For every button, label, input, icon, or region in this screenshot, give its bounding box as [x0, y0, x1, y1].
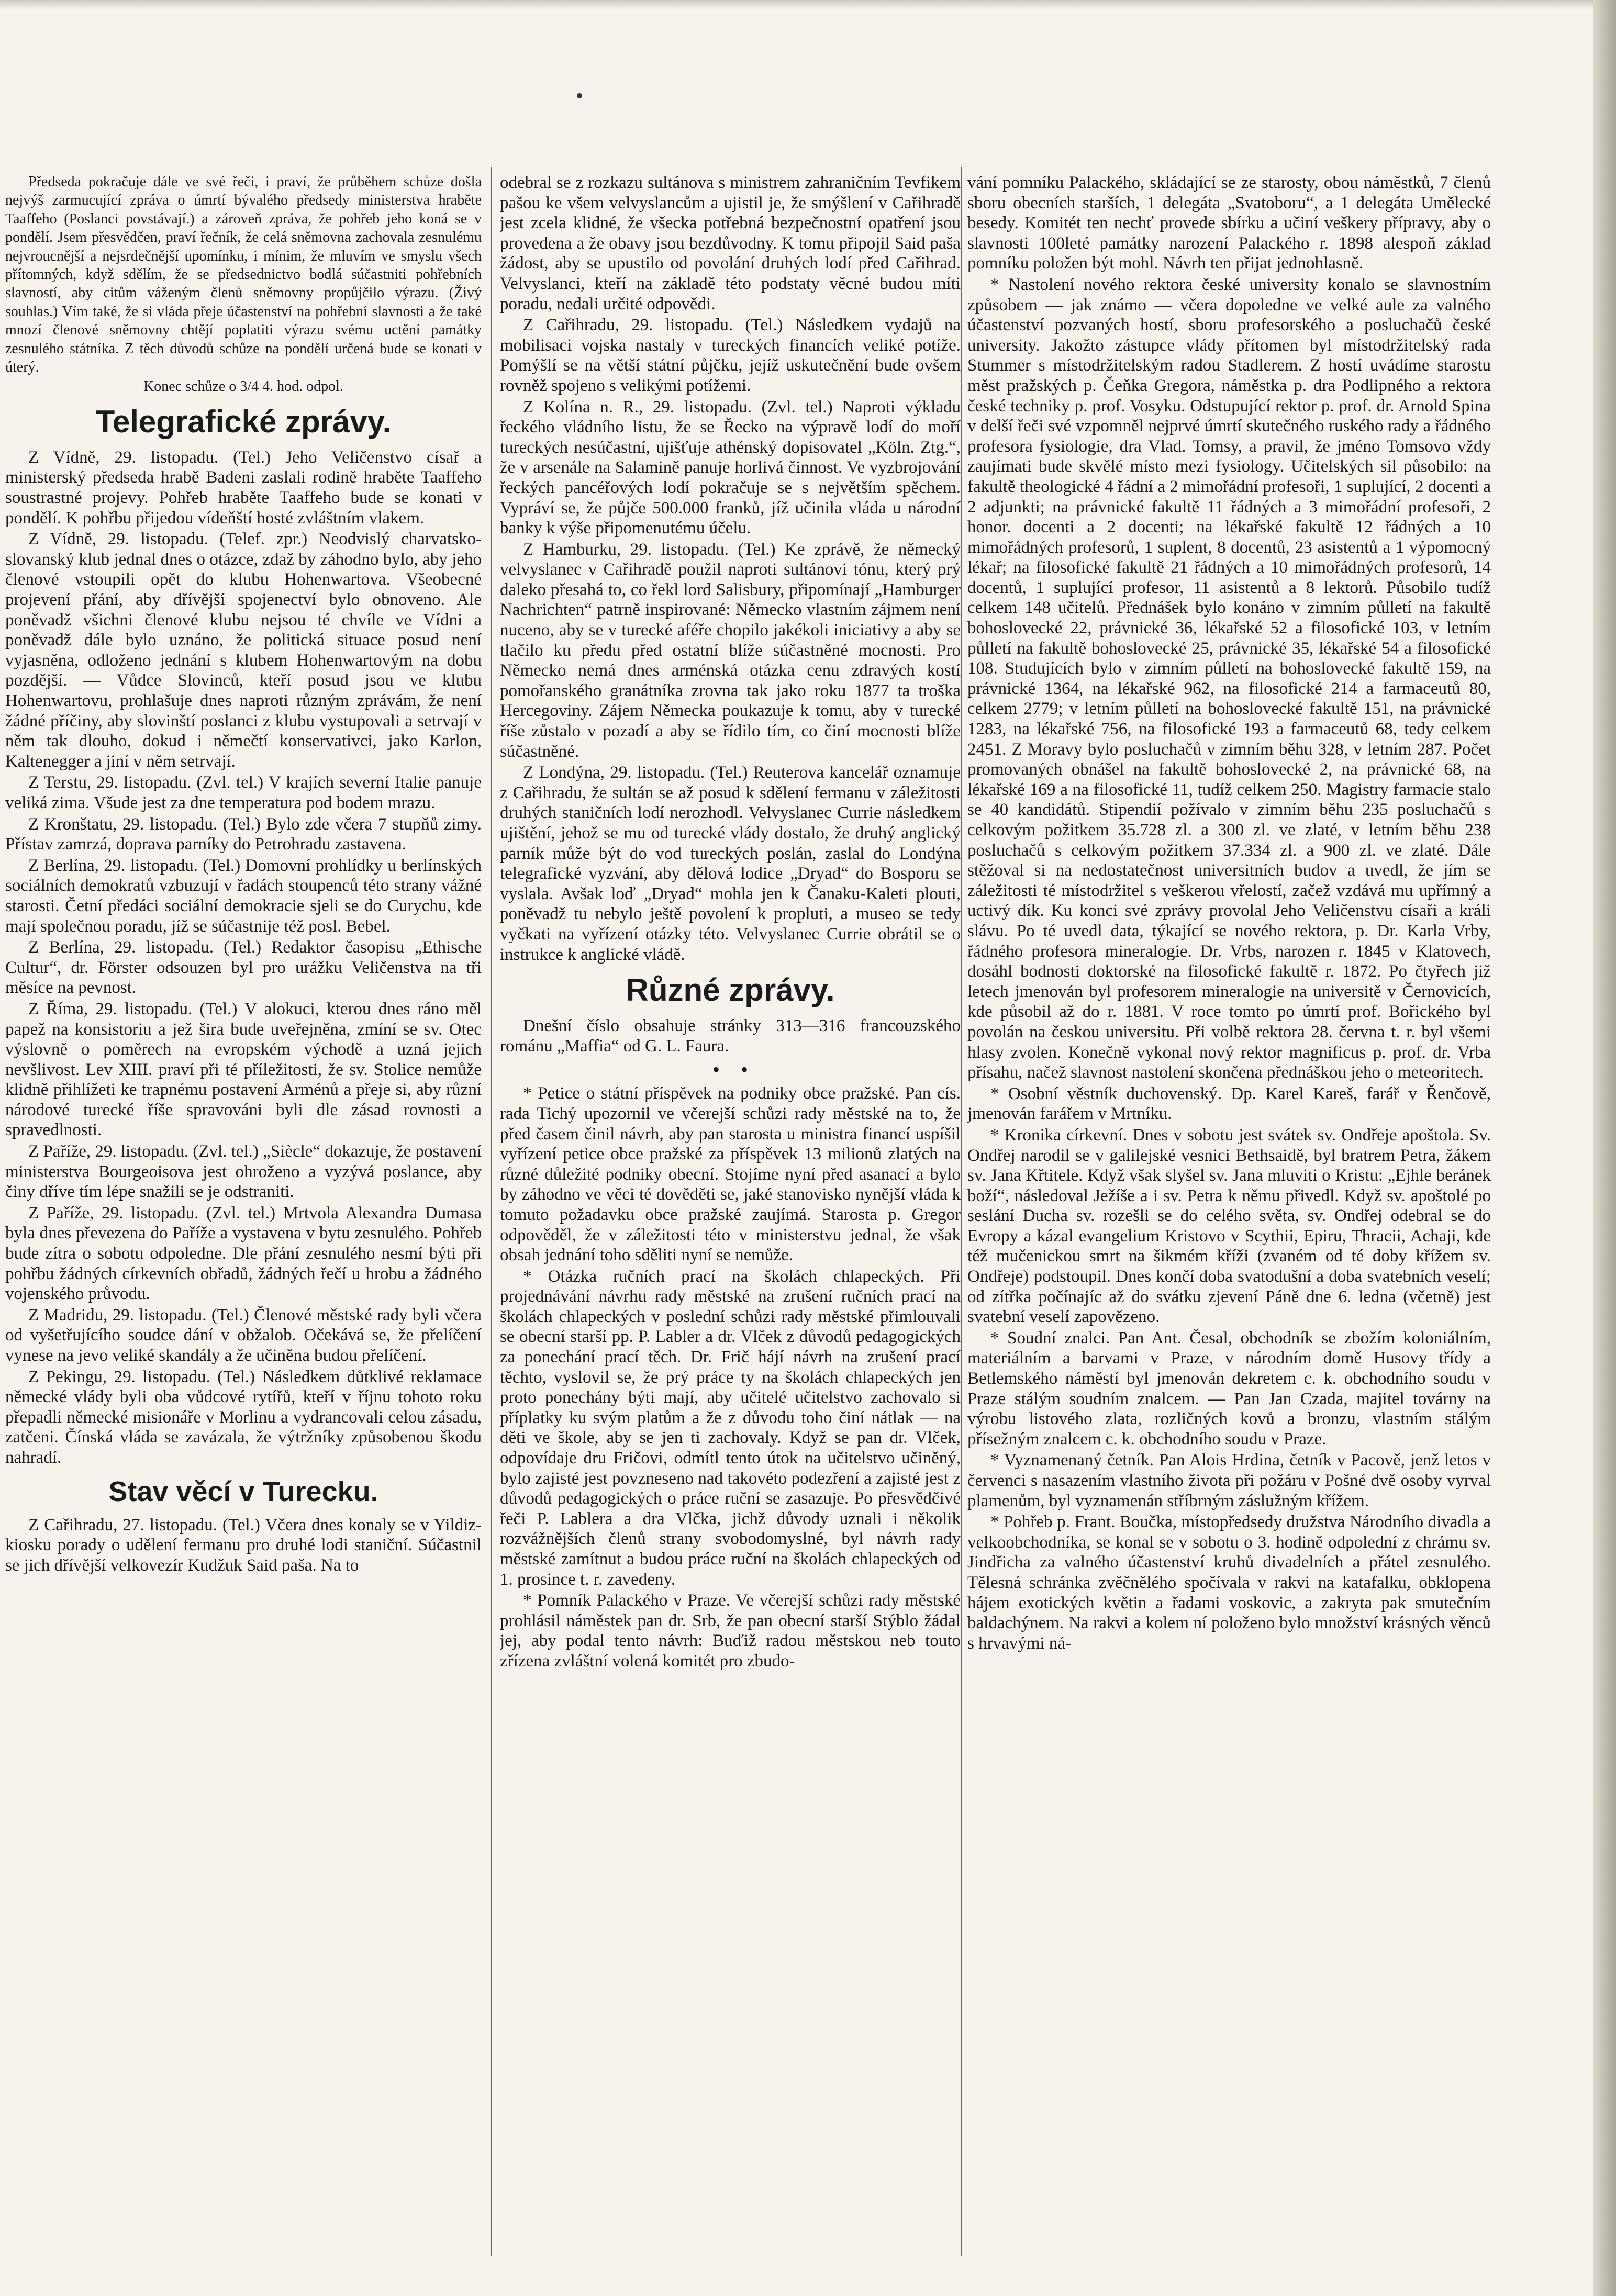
- news-item: Z Pekingu, 29. listopadu. (Tel.) Následkem důtklivé reklamace německé vlády byli oba vůdcové rytířů, kteří v říjnu tohoto roku přepadli německé misionáře v Morlinu a vydrancovali celou zásadu, zatčeni. Čínská vláda se zavázala, že výtržníky způsobenou škodu nahradí.: [5, 1367, 482, 1467]
- turkey-heading: Stav věcí v Turecku.: [108, 1475, 378, 1507]
- news-item: * Petice o státní příspěvek na podniky obce pražské. Pan cís. rada Tichý upozornil ve včerejší schůzi rady městské na to, že před časem činil návrh, aby pan starosta u ministra financí uspíšil vyřízení petice obce pražské za příspěvek 13 milionů zlatých na různé důležité podniky obecní. Stojíme nyní před asanací a bylo by záhodno ve věci té dověděti se, jaké stanovisko nynější vláda k tomuto požadavku obce pražské zaujímá. Starosta p. Gregor odpověděl, že v záležitosti této v ministerstvu jednal, že však obsah jednání toho sděliti nyní se nemůže.: [500, 1084, 961, 1265]
- page-top-edge: [0, 0, 1616, 9]
- news-item: * Pomník Palackého v Praze. Ve včerejší schůzi rady městské prohlásil náměstek pan dr. Srb, že pan obecní starší Stýblo žádal jej, aby podal tento návrh: Buďiž radou městskou neb touto zřízena zvláštní volená komitét pro zbudo-: [500, 1591, 961, 1671]
- column-2: [500, 173, 961, 2266]
- news-item: Z Madridu, 29. listopadu. (Tel.) Členové městské rady byli včera od vyšetřujícího soudce dání v obžalob. Očekává se, že přelíčení vynese na jevo veliké skandály a že učiněna budou přelíčení.: [5, 1305, 482, 1365]
- column-rule-1: [491, 167, 492, 2256]
- news-item: Z Berlína, 29. listopadu. (Tel.) Redaktor časopisu „Ethische Cultur“, dr. Förster odsouzen byl pro urážku Veličenstva na tři měsíce na pevnost.: [5, 938, 482, 998]
- parliament-report: Předseda pokračuje dále ve své řeči, i praví, že průběhem schůze došla nejvýš zarmucující zpráva o úmrtí bývalého předsedy ministerstva hraběte Taaffeho (Poslanci povstávají.) a zároveň zpráva, že pohřeb jeho koná se v pondělí. Jsem přesvědčen, praví řečník, že celá sněmovna zachovala zesnulému nejvroucnější a nejsrdečnější upomínku, i mínim, že mluvím ve smyslu všech přítomných, když sdělím, že se předsednictvo bodlá súčastniti pohřebních slavností, aby citům váženým členů sněmovny propůjčilo výrazu. (Živý souhlas.) Vím také, že si vláda přeje účastenství na pohřební slavnosti a že také mnozí členové sněmovny chtějí poplatiti výrazu svému uctění památky zesnulého státníka. Z těch důvodů schůze na pondělí určená bude se konati v úterý.: [5, 174, 482, 376]
- news-item: Z Cařihradu, 27. listopadu. (Tel.) Včera dnes konaly se v Yildiz-kiosku porady o udělení fermanu pro druhé lodi staniční. Súčastnil se jich dřívější velkovezír Kudžuk Said paša. Na to: [5, 1515, 482, 1575]
- asterism: • •: [712, 1058, 748, 1082]
- page-right-edge: [1593, 0, 1616, 2296]
- news-item: Z Říma, 29. listopadu. (Tel.) V alokuci, kterou dnes ráno měl papež na konsistoriu a jež šira bude uveřejněna, zmíní se sv. Otec výslovně o poměrech na evropském východě a uzná jejich nevšlivost. Lev XIII. praví při té příležitosti, že sv. Stolice nemůže klidně přihlížeti ke trapnému postavení Arménů a přeje si, aby různí národové turecké říše spravováni byli dle zásad rovnosti a spravedlnosti.: [5, 999, 482, 1140]
- news-item: odebral se z rozkazu sultánova s ministrem zahraničním Tevfikem pašou ke všem velvyslancům a ujistil je, že smýšlení v Cařihradě jest zcela klidné, že všecka potřebná bezpečnostní opatření jsou provedena a že obavy jsou bezdůvodny. K tomu připojil Said paša žádost, aby se upustilo od povolání druhých lodí před Cařihrad. Velvyslanci, kteří na základě této podstaty věcné budou míti poradu, nedali určité odpovědi.: [500, 173, 961, 313]
- news-item: * Osobní věstník duchovenský. Dp. Karel Kareš, farář v Řenčově, jmenován farářem v Mrtníku.: [967, 1084, 1491, 1124]
- news-item: Z Kolína n. R., 29. listopadu. (Zvl. tel.) Naproti výkladu řeckého vládního listu, že se Řecko na výpravě lodí do moří tureckých nesúčastní, ujišťuje athénský dopisovatel „Köln. Ztg.“, že v arsenále na Salamině panuje horlivá činnost. Ve vyzbrojování řeckých pancéřových lodí pokračuje se s největším spěchem. Vypráví se, že půjče 500.000 franků, jíž učinila vláda u národní banky k výše připomenutému účelu.: [500, 397, 961, 538]
- ink-dot: [577, 93, 582, 98]
- news-item: * Otázka ručních prací na školách chlapeckých. Při projednávání návrhu rady městské na zrušení ručních prací na školách chlapeckých v poslední schůzi rady městské přimlouvali se obecní starší pp. P. Labler a dr. Vlček z důvodů pedagogických za ponechání prací těch. Dr. Frič hájí návrh na zrušení prací těchto, vyslovil se, že prý práce ty na školách chlapeckých jen proto ponechány býti mají, aby učitelé učitelstvo zachovalo si příplatky ku svým platům a že z důvodu toho činí nátlak — na děti ve škole, aby se jen ti zachovaly. Když se pan dr. Vlček, odpovídaje dru Fričovi, odmítl tento útok na učitelstvo učiněný, bylo zajisté jest povzneseno nad takovéto podezření a zajisté jest z důvodů pedagogických o práce ruční se zasazuje. Po přesvědčivé řeči P. Lablera a dra Vlčka, jichž důvody uznali i několik rozvážnějších členů strany svobodomyslné, byl návrh rady městské zamítnut a budou práce ruční na školách chlapeckých od 1. prosince t. r. zavedeny.: [500, 1267, 961, 1589]
- novel-notice: Dnešní číslo obsahuje stránky 313—316 francouzského románu „Maffia“ od G. L. Faura.: [500, 1016, 961, 1056]
- news-item: Z Kronštatu, 29. listopadu. (Tel.) Bylo zde včera 7 stupňů zimy. Přístav zamrzá, doprava parníky do Petrohradu zastavena.: [5, 814, 482, 854]
- news-item: Z Berlína, 29. listopadu. (Tel.) Domovní prohlídky u berlínských sociálních demokratů vzbuzují v řadách stoupenců této strany vážné starosti. Četní předáci sociální demokracie sjeli se do Curychu, kde mají společnou poradu, jíž se súčastnije též posl. Bebel.: [5, 856, 482, 936]
- news-item: Z Vídně, 29. listopadu. (Tel.) Jeho Veličenstvo císař a ministerský předseda hrabě Badeni zaslali rodině hraběte Taaffeho soustrastné projevy. Pohřeb hraběte Taaffeho bude se konati v pondělí. K pohřbu přijedou vídeňští hosté zvláštním vlakem.: [5, 447, 482, 528]
- column-1: [5, 173, 482, 2266]
- news-item: * Pohřeb p. Frant. Boučka, místopředsedy družstva Národního divadla a velkoobchodníka, se konal se v sobotu o 3. hodině odpolední z chrámu sv. Jindřicha za valného účastenství kruhů divadelních a přátel zesnulého. Tělesná schránka zvěčnělého spočívala v rakvi na katafalku, obklopena hájem exotických květin a řadami voskovic, a zakryta pak smutečním baldachýnem. Na rakvi a kolem ní položeno bylo množství krásných věnců s hrvavými ná-: [967, 1513, 1491, 1653]
- news-item: Z Londýna, 29. listopadu. (Tel.) Reuterova kancelář oznamuje z Cařihradu, že sultán se až posud k sdělení fermanu v záležitosti druhých staničních lodí nerozhodl. Velvyslanec Currie následkem ujištění, jehož se mu od turecké vlády dostalo, že druhý anglický parník může být do vod tureckých poslán, zaslal do Londýna telegrafické vyzvání, aby dělová lodice „Dryad“ do Bosporu se vyslala. Avšak loď „Dryad“ mohla jen k Čanaku-Kaleti plouti, poněvadž tu nebylo ještě povolení k propluti, a museo se tedy vyčkati na vyřízení otázky této. Velvyslanec Currie obrátil se o instrukce k anglické vládě.: [500, 763, 961, 964]
- news-item: Z Cařihradu, 29. listopadu. (Tel.) Následkem vydajů na mobilisaci vojska nastaly v tureckých financích veliké potíže. Pomýšlí se na větší státní půjčku, jejíž uskutečnění bude ovšem rovněž spojeno s velikými potížemi.: [500, 316, 961, 395]
- session-end: Konec schůze o 3/4 4. hod. odpol.: [143, 378, 343, 395]
- news-item: * Kronika církevní. Dnes v sobotu jest svátek sv. Ondřeje apoštola. Sv. Ondřej narodil se v galilejské vesnici Bethsaidě, byl bratrem Petra, žákem sv. Jana Křtitele. Když však slyšel sv. Jana mluviti o Kristu: „Ejhle beránek boží“, následoval Ježíše a i sv. Petra k němu přivedl. Když sv. apoštolé po seslání Ducha sv. rozešli se do celého světa, sv. Ondřej odebral se do Evropy a kázal evangelium Kristovo v Scythii, Epiru, Thracii, Achaji, kde též mučenickou smrt na šikmém kříži (zvaném od té doby křížem sv. Ondřeje) podstoupil. Dnes končí doba svatodušní a doba svatebních veselí; od zítřka počínajíc až do svátku zjevení Páně dne 6. ledna (včetně) jest svatební veselí zapovězeno.: [967, 1125, 1491, 1327]
- news-item: Z Terstu, 29. listopadu. (Zvl. tel.) V krajích severní Italie panuje veliká zima. Všude jest za dne temperatura pod bodem mrazu.: [5, 773, 482, 812]
- news-item: Z Paříže, 29. listopadu. (Zvl. tel.) Mrtvola Alexandra Dumasa byla dnes převezena do Paříže a vystavena v bytu zesnulého. Pohřeb bude zítra o sobotu odpoledne. Dle přání zesnulého nesmí býti při pohřbu žádných církevních obřadů, žádných řečí u hrobu a žádného vojenského průvodu.: [5, 1203, 482, 1304]
- column-3: [967, 173, 1491, 2266]
- news-item: Z Hamburku, 29. listopadu. (Tel.) Ke zprávě, že německý velvyslanec v Cařihradě použil naproti sultánovi tónu, který prý daleko přesahá to, co řekl lord Salisbury, připomínají „Hamburger Nachrichten“ patrně inspirované: Německo vlastním zájmem není nuceno, aby se v turecké aféře chopilo jakékoli iniciativy a aby se tlačilo ku předu před ostatní blíže súčastněné mocnosti. Pro Německo nemá dnes arménská otázka cenu zdravých kostí pomořanského granátníka zrovna tak jako roku 1877 ta troška Hercegoviny. Zájem Německa poukazuje k tomu, aby v turecké říše zůstalo v pozadí a aby se řídilo tím, co činí mocnosti blíže súčastněné.: [500, 540, 961, 761]
- news-item: * Vyznamenaný četník. Pan Alois Hrdina, četník v Pacově, jenž letos v červenci s nasazením vlastního života při požáru v Pošné dvě osoby vyrval plamenům, byl vyznamenán stříbrným záslužným křížem.: [967, 1451, 1491, 1510]
- news-item: Z Paříže, 29. listopadu. (Zvl. tel.) „Siècle“ dokazuje, že postavení ministerstva Bourgeoisova jest ohroženo a vyzývá poslance, aby činy dříve tím lépe snažili se je odstraniti.: [5, 1142, 482, 1202]
- telegraph-heading: Telegrafické zprávy.: [95, 404, 392, 439]
- news-item: * Nastolení nového rektora české university konalo se slavnostním způsobem — jak známo — včera dopoledne ve velké aule za valného účastenství pozvaných hostí, sboru profesorského a posluchačů české university. Jakožto zástupce vlády přítomen byl místodržitelský rada Stummer s místodržitelským radou Stadlerem. Z hostí uvádíme starostu měst pražských p. Čeňka Gregora, náměstka p. dra Podlipného a rektora české techniky p. prof. Vosyku. Odstupující rektor p. prof. dr. Arnold Spina v delší řeči své vzpomněl nejprvé úmrtí skutečného ruského rady a řádného profesora fysiologie, dra Vlad. Tomsy, a pravil, že jméno Tomsovo vždy zaujímati bude skvělé místo mezi fysiology. Učitelských sil působilo: na fakultě theologické 4 řádní a 2 mimořádní profesoři, 1 suplující, 2 docenti a 2 adjunkti; na právnické fakultě 11 řádných a 3 mimořádní profesoři, 2 honor. docenti a 2 docenti; na lékařské fakultě 12 řádných a 10 mimořádných profesorů, 1 suplent, 8 docentů, 23 asistentů a 1 výpomocný lékař; na filosofické fakultě 21 řádných a 10 mimořádných profesorů, 14 docentů, 1 suplující profesor, 11 asistentů a 8 lektorů. Působilo tudíž celkem 148 učitelů. Přednášek bylo konáno v zimním půlletí na fakultě bohoslovecké 22, právnické 36, lékařské 52 a filosofické 103, v letním půlletí na fakultě bohoslovecké 25, právnické 35, lékařské 54 a filosofické 108. Studujících bylo v zimním půlletí na bohoslovecké fakultě 159, na právnické 1364, na lékařské 962, na filosofické 214 a farmaceutů 80, celkem 2779; v letním půlletí na bohoslovecké fakultě 151, na právnické 1283, na lékařské 756, na filosofické 193 a farmaceutů 68, tedy celkem 2451. Z Moravy bylo posluchačů v zimním běhu 328, v letním 287. Počet promovaných obnášel na fakultě bohoslovecké 2, na právnické 68, na lékařské 169 a na filosofické 11, tudíž celkem 250. Magistry farmacie stalo se 40 kandidátů. Stipendií požívalo v zimním běhu 235 posluchačů s celkovým požitkem 35.728 zl. a 300 zl. ve zlaté, v letním běhu 238 posluchačů s celkovým požitkem 37.334 zl. a 900 zl. ve zlaté. Dále stěžoval si na nedostatečnost universitních budov a uvedl, že jím se záležitosti té místodržitel s veškerou vřelostí, začež vzdává mu upřímný a uctivý dík. Ku konci své zprávy provolal Jeho Veličenstvu císaři a králi slávu. Po té uvedl data, týkající se nového rektora, p. Dr. Karla Vrby, řádného profesora mineralogie. Dr. Vrbs, narozen r. 1845 v Klatovech, dosáhl bodnosti doktorské na filosofické fakultě r. 1872. Po čtyřech již letech jmenován byl profesorem mineralogie na universitě v Černovicích, kde působil až do r. 1881. V roce tomto po úmrtí prof. Bořického byl povolán na českou universitu. Při volbě rektora 28. června t. r. byl všemi hlasy zvolen. Konečně vykonal nový rektor magnificus p. prof. dr. Vrba přísahu, načež slavnost nastolení skončena přednáškou jeho o meteoritech.: [967, 275, 1491, 1082]
- misc-news-heading: Různé zprávy.: [626, 972, 835, 1008]
- news-item: vání pomníku Palackého, skládající se ze starosty, obou náměstků, 7 členů sboru obecních starších, 1 delegáta „Svatoboru“, a 1 delegáta Umělecké besedy. Komitét ten nechť provede sbírku a učiní veškery přípravy, aby o slavnosti 100leté památky narození Palackého r. 1898 alespoň základ pomníku položen být mohl. Návrh ten přijat jednohlasně.: [967, 173, 1491, 273]
- column-rule-2: [961, 167, 962, 2256]
- news-item: Z Vídně, 29. listopadu. (Telef. zpr.) Neodvislý charvatsko-slovanský klub jednal dnes o otázce, zdaž by záhodno bylo, aby jeho členové vstoupili opět do klubu Hohenwartova. Všeobecné projevení přání, aby dřívější spojenectví bylo obnoveno. Ale poněvadž všichni členové klubu nejsou té chvíle ve Vídni a poněvadž dále bylo uznáno, že politická situace posud není vyjasněna, odloženo jednání s klubem Hohenwartovým na dobu pozdější. — Vůdce Slovinců, kteří posud jsou ve klubu Hohenwartovu, prohlašuje dnes naproti různým zprávám, že není žádné příčiny, aby slovinští poslanci z klubu vystupovali a setrvají v něm tak dlouho, dokud i němečtí konservativci, jako Karlon, Kaltenegger a jiní v něm setrvají.: [5, 530, 482, 771]
- news-item: * Soudní znalci. Pan Ant. Česal, obchodník se zbožím koloniálním, materiálním a barvami v Praze, v národním domě Husovy třídy a Betlemského náměstí byl jmenován dekretem c. k. obchodního soudu v Praze stálým soudním znalcem. — Pan Jan Czada, majitel továrny na výrobu listového zlata, rozličných kovů a bronzu, vlastním stálým přísežným znalcem c. k. obchodního soudu v Praze.: [967, 1328, 1491, 1449]
